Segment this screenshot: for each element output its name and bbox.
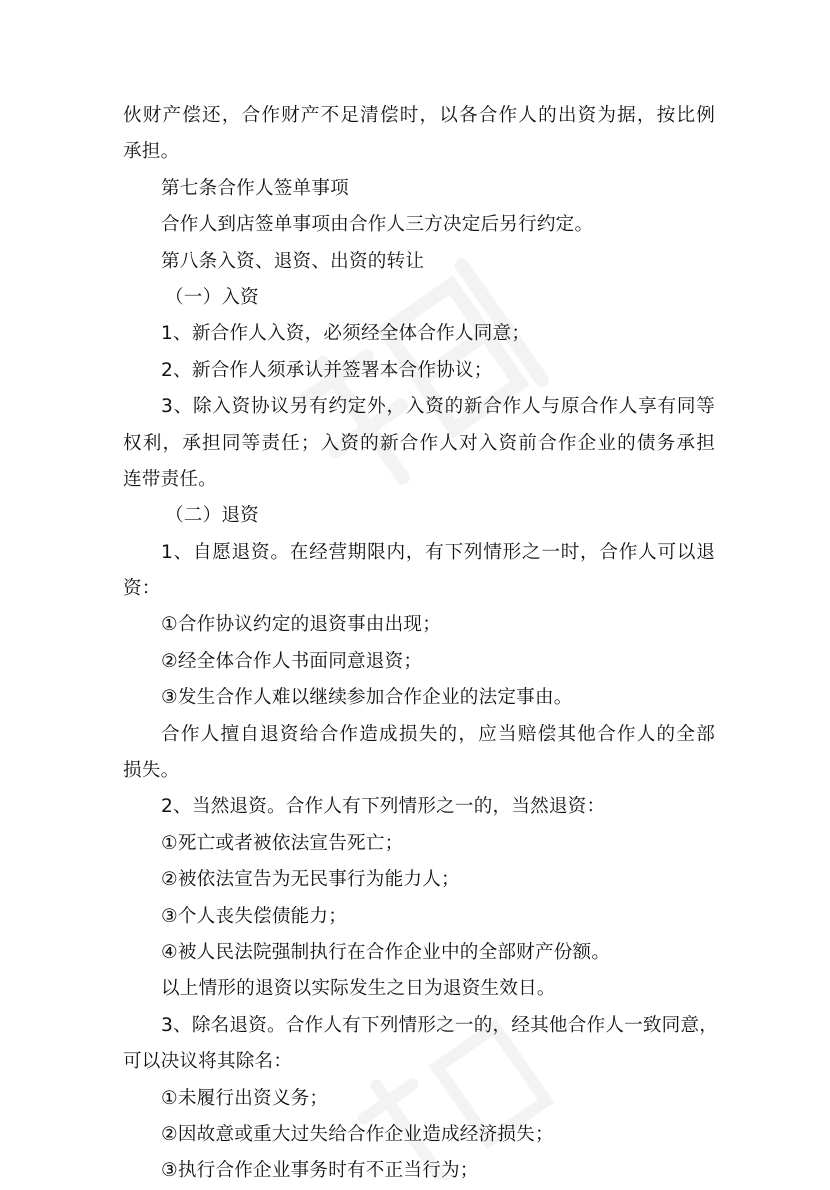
list-item: ②被依法宣告为无民事行为能力人； [161, 869, 460, 891]
paragraph-line: 合作人擅自退资给合作造成损失的，应当赔偿其他合作人的全部 [161, 723, 715, 745]
list-item: 1、新合作人入资，必须经全体合作人同意； [161, 323, 531, 345]
list-item: ①合作协议约定的退资事由出现； [161, 614, 441, 636]
list-item: ③发生合作人难以继续参加合作企业的法定事由。 [161, 687, 573, 709]
list-item: ③执行合作企业事务时有不正当行为； [161, 1160, 479, 1182]
list-item: 2、新合作人须承认并签署本合作协议； [161, 359, 493, 381]
paragraph-line: 连带责任。 [123, 468, 217, 490]
list-item: ①未履行出资义务； [161, 1087, 329, 1109]
list-item: ②因故意或重大过失给合作企业造成经济损失； [161, 1123, 554, 1145]
list-item: ①死亡或者被依法宣告死亡； [161, 832, 404, 854]
paragraph-line: 损失。 [123, 760, 180, 782]
paragraph-line: 承担。 [123, 141, 180, 163]
paragraph-line: 权利，承担同等责任；入资的新合作人对入资前合作企业的债务承担 [123, 432, 715, 454]
section-heading: 第七条合作人签单事项 [161, 177, 349, 199]
list-item: 3、除名退资。合作人有下列情形之一的，经其他合作人一致同意， [161, 1014, 719, 1036]
section-heading: 第八条入资、退资、出资的转让 [161, 250, 425, 272]
list-item: ③个人丧失偿债能力； [161, 905, 348, 927]
list-item: ②经全体合作人书面同意退资； [161, 650, 423, 672]
paragraph-line: 合作人到店签单事项由合作人三方决定后另行约定。 [161, 214, 594, 236]
list-item: ④被人民法院强制执行在合作企业中的全部财产份额。 [161, 941, 611, 963]
paragraph-line: 资： [123, 578, 161, 600]
subsection-heading: （二）退资 [165, 505, 259, 527]
paragraph-line: 伙财产偿还，合作财产不足清偿时，以各合作人的出资为据，按比例 [123, 105, 715, 126]
list-item: 2、当然退资。合作人有下列情形之一的，当然退资： [161, 796, 606, 818]
list-item: 3、除入资协议另有约定外，入资的新合作人与原合作人享有同等 [161, 396, 715, 418]
subsection-heading: （一）入资 [165, 286, 259, 308]
paragraph-line: 可以决议将其除名： [123, 1051, 293, 1073]
document-body [123, 98, 719, 1190]
list-item: 1、自愿退资。在经营期限内，有下列情形之一时，合作人可以退 [161, 541, 715, 563]
paragraph-line: 以上情形的退资以实际发生之日为退资生效日。 [161, 978, 556, 1000]
